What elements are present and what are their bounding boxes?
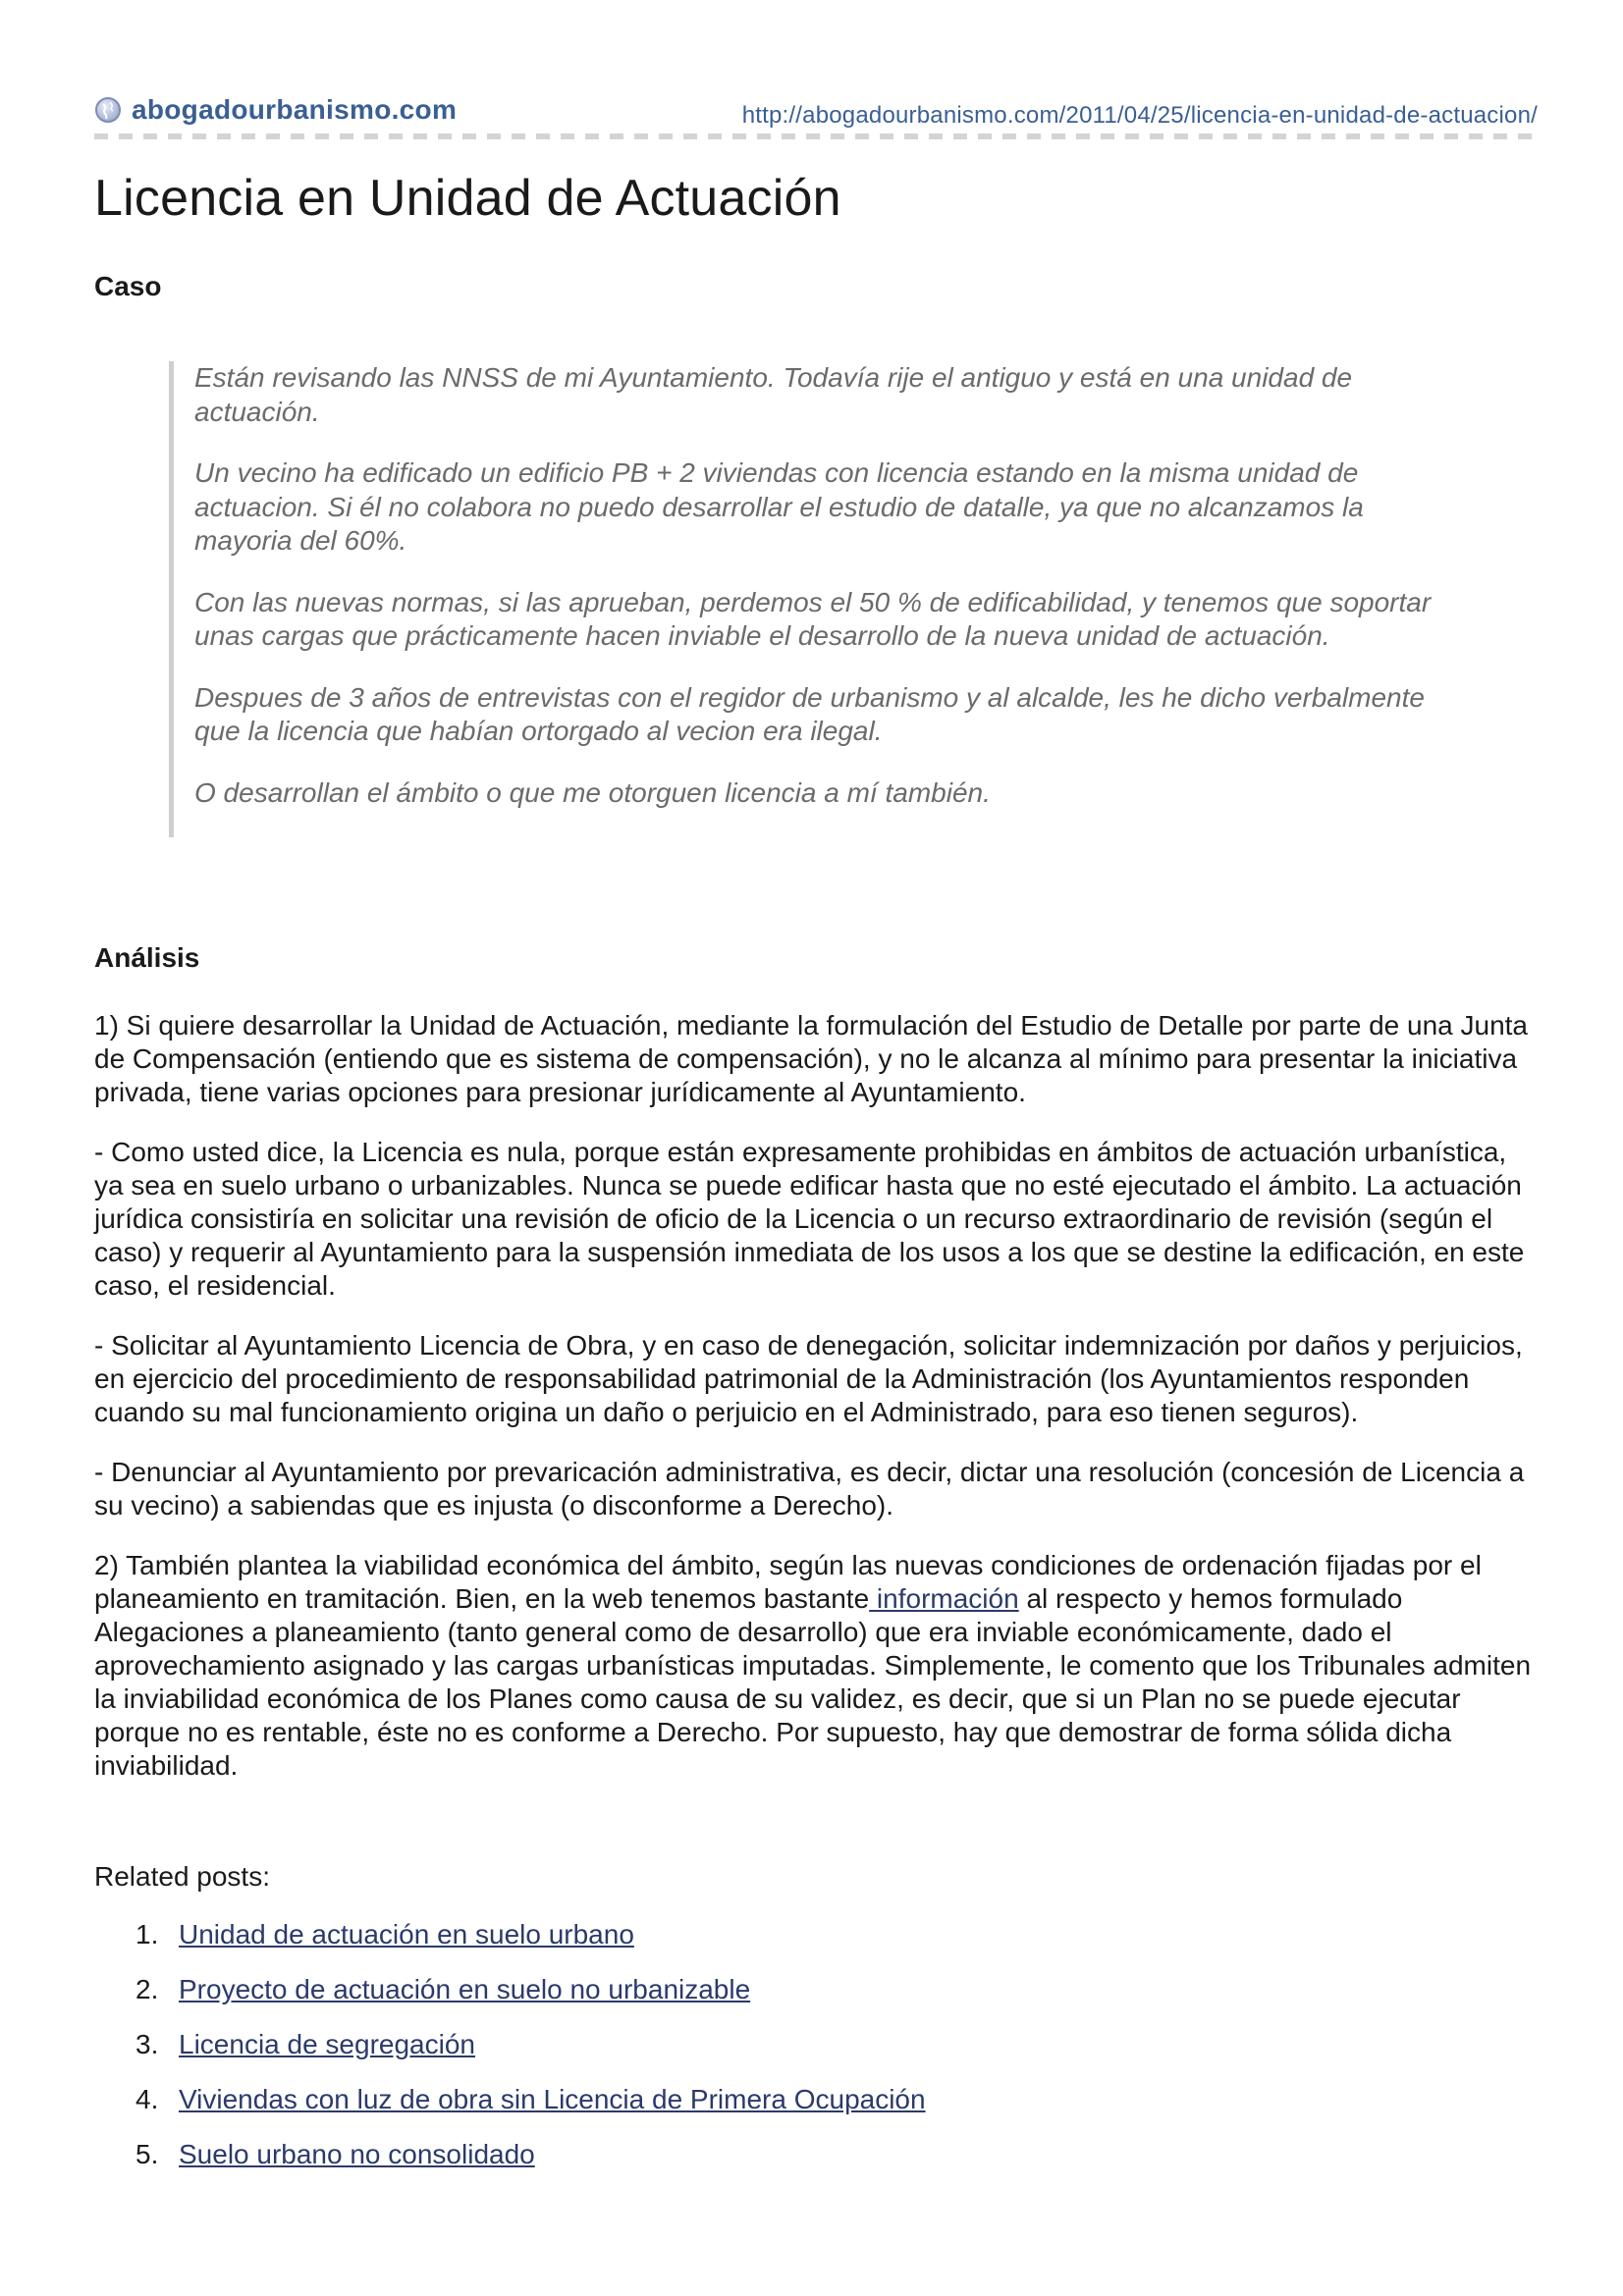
site-name: abogadourbanismo.com [132,94,458,125]
analisis-paragraph: - Solicitar al Ayuntamiento Licencia de Obra, y en caso de denegación, solicitar indemnización por daños y perjuicios, en ejercicio del procedimiento de responsabilidad patrimonial de la Administración (los Ayuntamientos responden cuando su mal funcionamiento origina un daño o perjuicio en el Administrado, para eso tienen seguros). [94,1330,1523,1427]
related-post-item [135,2083,926,2116]
page-header [94,0,1538,139]
quote-paragraph: Un vecino ha edificado un edificio PB + 2 viviendas con licencia estando en la misma unidad de actuacion. Si él no colabora no puedo desarrollar el estudio de datalle, ya que no alcanzamos la mayoria del 60%. [194,457,1364,556]
page-url-link[interactable]: http://abogadourbanismo.com/2011/04/25/licencia-en-unidad-de-actuacion/ [741,102,1538,129]
list-number: 4. [135,2084,159,2114]
related-post-item [135,2138,926,2171]
related-post-item [135,1918,926,1951]
informacion-link[interactable]: información [869,1583,1019,1614]
related-post-link[interactable]: Suelo urbano no consolidado [179,2139,535,2169]
list-number: 3. [135,2029,159,2059]
quote-paragraph: O desarrollan el ámbito o que me otorguen licencia a mí también. [194,776,991,808]
site-brand-link[interactable] [94,94,457,126]
related-post-link[interactable]: Proyecto de actuación en suelo no urbanizable [179,1974,751,2004]
analisis-heading: Análisis [94,942,200,973]
list-number: 1. [135,1919,159,1949]
related-post-item [135,1973,926,2006]
related-post-item [135,2028,926,2061]
analisis-paragraph-2 [94,1549,1538,1783]
related-post-link[interactable]: Unidad de actuación en suelo urbano [179,1919,634,1949]
case-blockquote [169,361,1461,837]
page-title: Licencia en Unidad de Actuación [94,170,841,227]
globe-icon [94,96,122,124]
caso-heading: Caso [94,271,162,301]
quote-paragraph: Con las nuevas normas, si las aprueban, perdemos el 50 % de edificabilidad, y tenemos que soportar unas cargas que prácticamente hacen inviable el desarrollo de la nueva unidad de actuación. [194,586,1432,651]
p2-text-before: 2) También plantea la viabilidad económica del ámbito, según las nuevas condiciones de ordenación fijadas por el planeamiento en tramitación. Bien, en la web tenemos bastante [94,1550,1482,1614]
list-number: 5. [135,2139,159,2169]
related-posts-list [94,1918,926,2193]
analisis-paragraph: - Como usted dice, la Licencia es nula, porque están expresamente prohibidas en ámbitos de actuación urbanística, ya sea en suelo urbano o urbanizables. Nunca se puede edificar hasta que no esté ejecutado el ámbito. La actuación jurídica consistiría en solicitar una revisión de oficio de la Licencia o un recurso extraordinario de revisión (según el caso) y requerir al Ayuntamiento para la suspensión inmediata de los usos a los que se destine la edificación, en este caso, el residencial. [94,1137,1525,1301]
related-post-link[interactable]: Viviendas con luz de obra sin Licencia de Primera Ocupación [179,2084,926,2114]
document-page [94,0,1538,2169]
related-posts-label: Related posts: [94,1861,270,1892]
p2-text-after: al respecto y hemos formulado Alegaciones a planeamiento (tanto general como de desarrollo) que era inviable económicamente, dado el aprovechamiento asignado y las cargas urbanísticas imputadas. Simplemente, le comento que los Tribunales admiten la inviabilidad económica de los Planes como causa de su validez, es decir, que si un Plan no se puede ejecutar porque no es rentable, éste no es conforme a Derecho. Por supuesto, hay que demostrar de forma sólida dicha inviabilidad. [94,1583,1532,1781]
header-divider [94,133,1538,139]
quote-paragraph: Están revisando las NNSS de mi Ayuntamiento. Todavía rije el antiguo y está en una unidad de actuación. [194,362,1353,427]
quote-paragraph: Despues de 3 años de entrevistas con el regidor de urbanismo y al alcalde, les he dicho verbalmente que la licencia que habían ortorgado al vecion era ilegal. [194,681,1425,746]
analisis-paragraph: 1) Si quiere desarrollar la Unidad de Actuación, mediante la formulación del Estudio de Detalle por parte de una Junta de Compensación (entiendo que es sistema de compensación), y no le alcanza al mínimo para presentar la iniciativa privada, tiene varias opciones para presionar jurídicamente al Ayuntamiento. [94,1010,1528,1107]
analisis-paragraph: - Denunciar al Ayuntamiento por prevaricación administrativa, es decir, dictar una resolución (concesión de Licencia a su vecino) a sabiendas que es injusta (o disconforme a Derecho). [94,1457,1525,1521]
analisis-body [94,1009,1538,1809]
list-number: 2. [135,1974,159,2004]
related-post-link[interactable]: Licencia de segregación [179,2029,475,2059]
